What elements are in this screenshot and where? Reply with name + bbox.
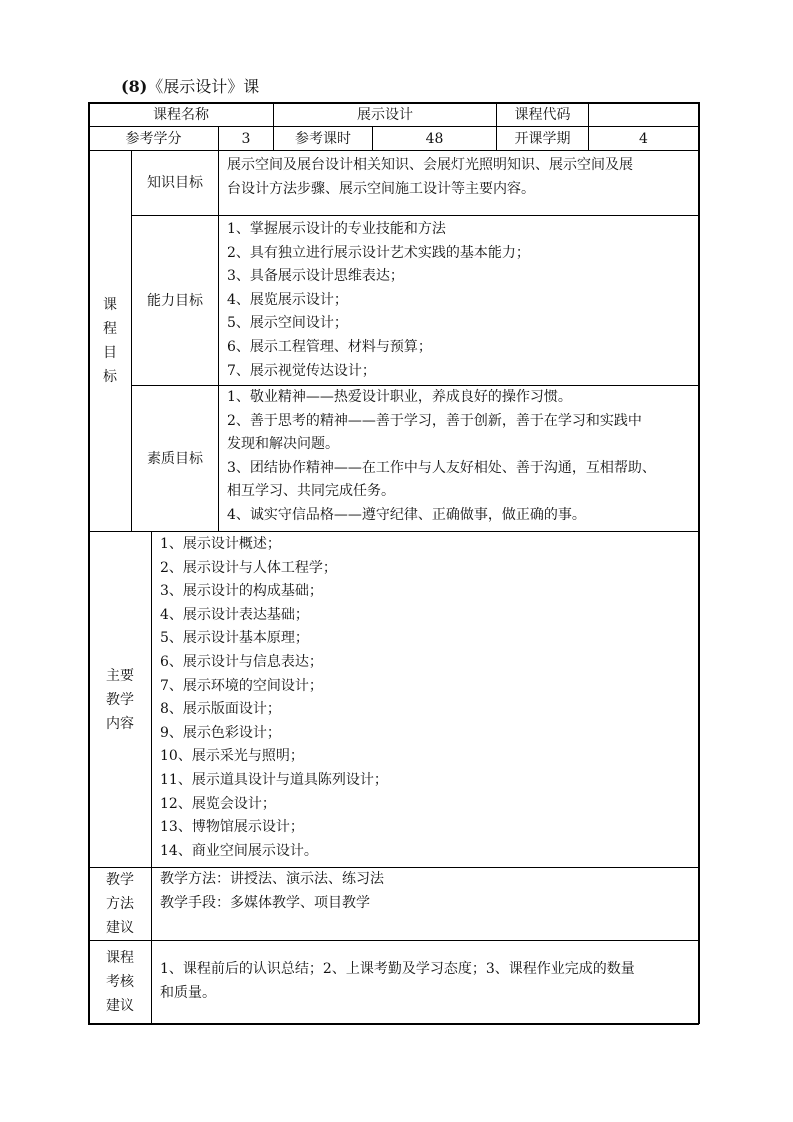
label-line: 课程	[106, 950, 134, 966]
label-line: 教学	[106, 872, 134, 888]
course-name-value: 展示设计	[357, 106, 413, 123]
section-title: 《展示设计》课	[147, 77, 260, 96]
objectives-label-char: 目	[103, 345, 117, 361]
text-line: 和质量。	[160, 984, 216, 1001]
label-line: 建议	[106, 920, 134, 936]
teaching-method-text	[152, 868, 698, 940]
hours-value: 48	[425, 130, 444, 147]
knowledge-objective-text	[219, 151, 698, 215]
label-line: 主要	[106, 667, 134, 684]
list-item: 3、具备展示设计思维表达；	[227, 268, 404, 285]
label-line: 考核	[106, 974, 134, 990]
list-item: 3、展示设计的构成基础；	[160, 583, 323, 600]
main-content-list	[152, 532, 698, 867]
ability-objective-label: 能力目标	[147, 292, 203, 309]
list-item: 6、展示设计与信息表达；	[160, 653, 323, 670]
assessment-text	[152, 941, 698, 1023]
text-line: 展示空间及展台设计相关知识、会展灯光照明知识、展示空间及展	[227, 157, 633, 173]
list-item: 2、展示设计与人体工程学；	[160, 559, 337, 576]
list-item: 5、展示空间设计；	[227, 315, 348, 332]
objectives-label-char: 课	[103, 297, 117, 313]
teaching-method-label	[89, 868, 151, 940]
semester-label: 开课学期	[514, 130, 571, 147]
text-line: 台设计方法步骤、展示空间施工设计等主要内容。	[227, 181, 535, 197]
list-item: 7、展示环境的空间设计；	[160, 677, 323, 694]
table-border	[88, 1023, 699, 1025]
label-line: 教学	[106, 691, 134, 708]
table-border	[698, 102, 700, 1024]
list-item: 5、展示设计基本原理；	[160, 630, 309, 647]
list-item: 9、展示色彩设计；	[160, 724, 281, 741]
list-item: 10、展示采光与照明；	[160, 748, 304, 765]
list-item: 11、展示道具设计与道具陈列设计；	[160, 771, 388, 788]
list-item: 相互学习、共同完成任务。	[227, 483, 395, 500]
assessment-label	[89, 941, 151, 1023]
list-item: 13、博物馆展示设计；	[160, 819, 304, 836]
section-number: (8)	[121, 77, 148, 96]
quality-objective-label: 素质目标	[147, 450, 203, 467]
objectives-label-char: 程	[103, 321, 117, 337]
ability-objective-list	[219, 216, 698, 385]
list-item: 3、团结协作精神——在工作中与人友好相处、善于沟通，互相帮助、	[227, 459, 656, 476]
list-item: 4、诚实守信品格——遵守纪律、正确做事，做正确的事。	[227, 506, 586, 523]
course-code-label: 课程代码	[514, 106, 571, 123]
list-item: 4、展示设计表达基础；	[160, 606, 309, 623]
main-content-label	[89, 532, 151, 867]
list-item: 6、展示工程管理、材料与预算；	[227, 338, 432, 355]
list-item: 1、掌握展示设计的专业技能和方法	[227, 221, 446, 237]
list-item: 14、商业空间展示设计。	[160, 842, 318, 859]
course-code-value	[589, 103, 698, 126]
course-name-label: 课程名称	[153, 106, 209, 123]
list-item: 7、展示视觉传达设计；	[227, 362, 376, 379]
list-item: 发现和解决问题。	[227, 436, 339, 453]
text-line: 教学方法：讲授法、演示法、练习法	[160, 871, 384, 887]
hours-label: 参考课时	[295, 130, 351, 147]
label-line: 方法	[106, 896, 134, 912]
label-line: 建议	[106, 998, 134, 1014]
label-line: 内容	[106, 715, 134, 732]
quality-objective-list	[219, 386, 698, 531]
credits-value: 3	[241, 130, 251, 147]
objectives-label	[89, 151, 131, 531]
credits-label: 参考学分	[125, 130, 182, 147]
objectives-label-char: 标	[103, 369, 117, 385]
list-item: 8、展示版面设计；	[160, 701, 281, 718]
list-item: 2、善于思考的精神——善于学习，善于创新，善于在学习和实践中	[227, 412, 642, 429]
list-item: 12、展览会设计；	[160, 795, 276, 812]
list-item: 1、展示设计概述；	[160, 536, 281, 552]
text-line: 教学手段：多媒体教学、项目教学	[160, 894, 370, 911]
list-item: 4、展览展示设计；	[227, 291, 348, 308]
semester-value: 4	[639, 130, 648, 147]
text-line: 1、课程前后的认识总结；2、上课考勤及学习态度；3、课程作业完成的数量	[160, 961, 635, 977]
list-item: 2、具有独立进行展示设计艺术实践的基本能力；	[227, 244, 530, 261]
knowledge-objective-label: 知识目标	[147, 175, 203, 191]
list-item: 1、敬业精神——热爱设计职业，养成良好的操作习惯。	[227, 389, 572, 405]
